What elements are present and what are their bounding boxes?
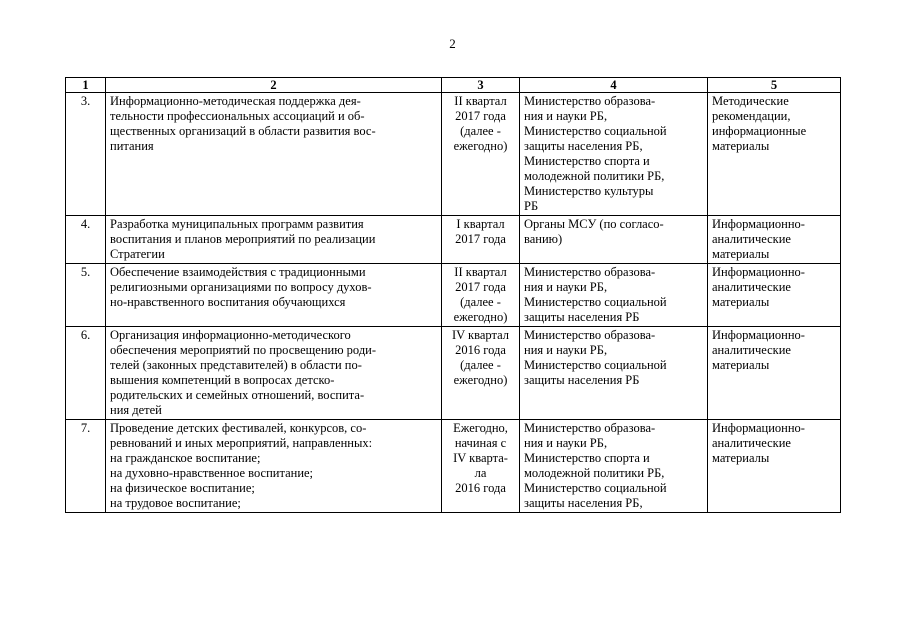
period-line: (далее -: [460, 124, 501, 138]
period-line: IV квартал: [451, 328, 510, 342]
period-line: 2016 года: [455, 481, 506, 495]
executors-line: Министерство социальной: [524, 358, 667, 372]
period-line: IV кварта-: [453, 451, 508, 465]
task-line: на духовно-нравственное воспитание;: [110, 466, 314, 480]
period-line: II квартал: [454, 265, 507, 279]
table-row: [66, 264, 841, 327]
executors-line: защиты населения РБ,: [524, 496, 643, 510]
column-header-1: 1: [66, 78, 106, 93]
task-line: обеспечения мероприятий по просвещению роди-: [110, 343, 377, 357]
period-line: 2017 года: [455, 280, 506, 294]
period-cell: [442, 327, 520, 420]
executors-line: Министерство социальной: [524, 295, 667, 309]
period-line: ла: [474, 466, 487, 480]
period-line: ежегодно): [453, 373, 508, 387]
executors-cell: [520, 216, 708, 264]
executors-line: ния и науки РБ,: [524, 436, 608, 450]
period-line: Ежегодно,: [453, 421, 508, 435]
row-number-cell: 3.: [66, 93, 106, 216]
task-line: тельности профессиональных ассоциаций и об-: [110, 109, 365, 123]
executors-line: РБ: [524, 199, 539, 213]
plan-table: [65, 77, 841, 513]
result-line: материалы: [712, 139, 770, 153]
task-cell: [106, 216, 442, 264]
executors-line: Министерство образова-: [524, 421, 656, 435]
task-cell: [106, 420, 442, 513]
period-line: начиная с: [454, 436, 507, 450]
executors-line: Министерство культуры: [524, 184, 654, 198]
task-line: Информационно-методическая поддержка дея-: [110, 94, 361, 108]
row-number-cell: 4.: [66, 216, 106, 264]
executors-line: защиты населения РБ,: [524, 139, 643, 153]
result-line: материалы: [712, 295, 770, 309]
task-line: ревнований и иных мероприятий, направленных:: [110, 436, 373, 450]
table-body: [66, 93, 841, 513]
result-line: аналитические: [712, 232, 791, 246]
result-line: материалы: [712, 247, 770, 261]
result-cell: [708, 93, 841, 216]
period-cell: [442, 420, 520, 513]
executors-line: защиты населения РБ: [524, 310, 640, 324]
period-line: (далее -: [460, 295, 501, 309]
task-line: щественных организаций в области развития вос-: [110, 124, 376, 138]
column-header-5: 5: [708, 78, 841, 93]
period-cell: [442, 264, 520, 327]
result-cell: [708, 420, 841, 513]
column-header-4: 4: [520, 78, 708, 93]
result-line: материалы: [712, 358, 770, 372]
table-header-row: [66, 78, 841, 93]
row-number-cell: 5.: [66, 264, 106, 327]
task-line: религиозными организациями по вопросу духов-: [110, 280, 372, 294]
table-row: [66, 93, 841, 216]
executors-cell: [520, 264, 708, 327]
task-line: питания: [110, 139, 154, 153]
task-line: но-нравственного воспитания обучающихся: [110, 295, 346, 309]
result-line: Методические: [712, 94, 789, 108]
table-row: [66, 216, 841, 264]
period-cell: [442, 216, 520, 264]
executors-line: Министерство образова-: [524, 94, 656, 108]
executors-line: Министерство социальной: [524, 124, 667, 138]
task-line: на трудовое воспитание;: [110, 496, 241, 510]
executors-line: молодежной политики РБ,: [524, 169, 665, 183]
period-line: ежегодно): [453, 310, 508, 324]
executors-line: Министерство социальной: [524, 481, 667, 495]
task-line: родительских и семейных отношений, воспита-: [110, 388, 365, 402]
executors-line: Министерство образова-: [524, 328, 656, 342]
result-line: Информационно-: [712, 265, 805, 279]
result-cell: [708, 216, 841, 264]
table-row: [66, 420, 841, 513]
result-line: материалы: [712, 451, 770, 465]
executors-line: Органы МСУ (по согласо-: [524, 217, 664, 231]
result-line: аналитические: [712, 436, 791, 450]
task-cell: [106, 264, 442, 327]
column-header-3: 3: [442, 78, 520, 93]
period-line: I квартал: [456, 217, 505, 231]
period-line: 2016 года: [455, 343, 506, 357]
result-line: аналитические: [712, 343, 791, 357]
executors-line: молодежной политики РБ,: [524, 466, 665, 480]
result-line: Информационно-: [712, 217, 805, 231]
task-line: Разработка муниципальных программ развития: [110, 217, 364, 231]
period-cell: [442, 93, 520, 216]
period-line: 2017 года: [455, 232, 506, 246]
executors-line: ния и науки РБ,: [524, 109, 608, 123]
executors-line: Министерство спорта и: [524, 451, 650, 465]
task-line: Стратегии: [110, 247, 165, 261]
executors-line: Министерство спорта и: [524, 154, 650, 168]
period-line: II квартал: [454, 94, 507, 108]
executors-line: защиты населения РБ: [524, 373, 640, 387]
task-line: ния детей: [110, 403, 162, 417]
executors-line: ния и науки РБ,: [524, 343, 608, 357]
result-line: Информационно-: [712, 328, 805, 342]
task-line: телей (законных представителей) в области по-: [110, 358, 362, 372]
task-line: на физическое воспитание;: [110, 481, 255, 495]
task-line: Проведение детских фестивалей, конкурсов, со-: [110, 421, 367, 435]
executors-cell: [520, 93, 708, 216]
period-line: 2017 года: [455, 109, 506, 123]
executors-cell: [520, 327, 708, 420]
task-cell: [106, 327, 442, 420]
task-line: вышения компетенций в вопросах детско-: [110, 373, 335, 387]
result-line: информационные: [712, 124, 807, 138]
row-number-cell: 7.: [66, 420, 106, 513]
executors-cell: [520, 420, 708, 513]
executors-line: ванию): [524, 232, 563, 246]
task-line: воспитания и планов мероприятий по реализации: [110, 232, 376, 246]
task-cell: [106, 93, 442, 216]
table-row: [66, 327, 841, 420]
page-number: 2: [449, 36, 456, 51]
row-number-cell: 6.: [66, 327, 106, 420]
column-header-2: 2: [106, 78, 442, 93]
result-line: аналитические: [712, 280, 791, 294]
result-line: Информационно-: [712, 421, 805, 435]
result-line: рекомендации,: [712, 109, 791, 123]
task-line: Организация информационно-методического: [110, 328, 351, 342]
result-cell: [708, 264, 841, 327]
result-cell: [708, 327, 841, 420]
executors-line: ния и науки РБ,: [524, 280, 608, 294]
period-line: ежегодно): [453, 139, 508, 153]
task-line: Обеспечение взаимодействия с традиционными: [110, 265, 366, 279]
period-line: (далее -: [460, 358, 501, 372]
executors-line: Министерство образова-: [524, 265, 656, 279]
task-line: на гражданское воспитание;: [110, 451, 261, 465]
